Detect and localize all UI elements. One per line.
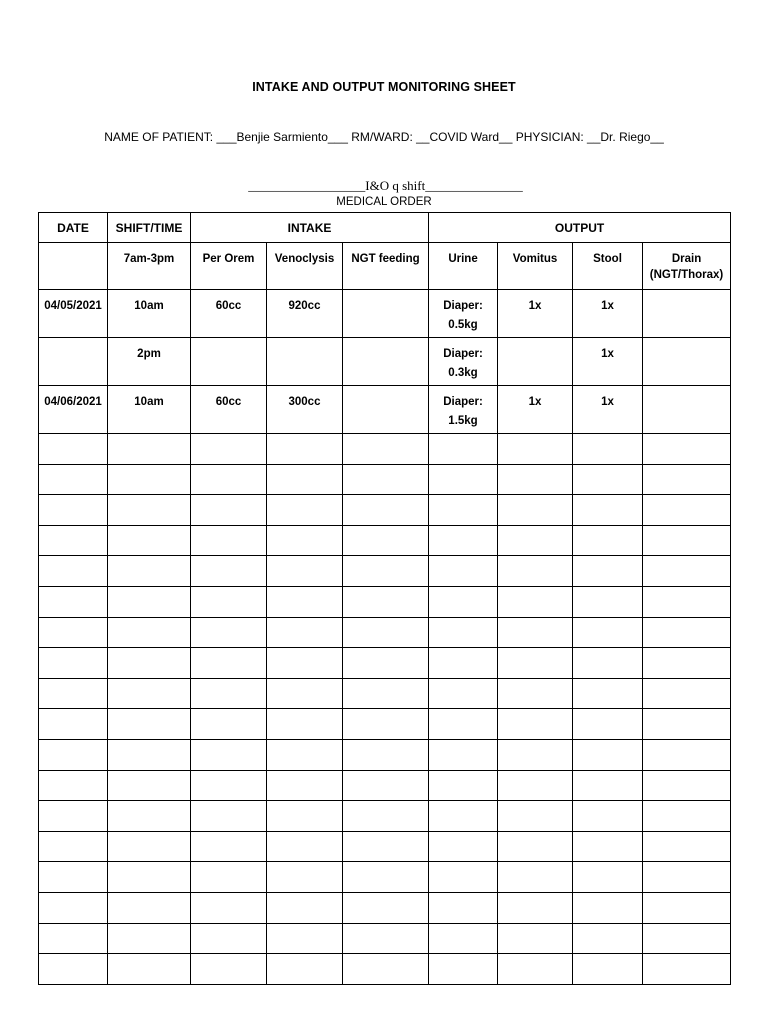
blank-cell: [573, 709, 643, 740]
time-cell: 10am: [108, 386, 191, 434]
intake-header: INTAKE: [191, 213, 429, 243]
blank-table-row: [39, 495, 731, 526]
blank-cell: [573, 648, 643, 679]
blank-cell: [191, 831, 267, 862]
blank-cell: [498, 831, 573, 862]
blank-cell: [267, 434, 343, 465]
blank-cell: [643, 954, 731, 985]
blank-cell: [429, 556, 498, 587]
blank-cell: [267, 464, 343, 495]
blank-cell: [429, 434, 498, 465]
blank-cell: [267, 586, 343, 617]
blank-cell: [191, 862, 267, 893]
blank-cell: [429, 617, 498, 648]
blank-cell: [643, 862, 731, 893]
blank-cell: [108, 801, 191, 832]
blank-cell: [267, 525, 343, 556]
table-row: [39, 338, 731, 386]
blank-cell: [343, 923, 429, 954]
blank-cell: [267, 495, 343, 526]
blank-cell: [643, 709, 731, 740]
blank-cell: [343, 709, 429, 740]
urine-cell: Diaper: 0.5kg: [429, 290, 498, 338]
blank-cell: [343, 648, 429, 679]
blank-cell: [498, 709, 573, 740]
blank-cell: [108, 556, 191, 587]
blank-cell: [498, 586, 573, 617]
blank-cell: [498, 678, 573, 709]
blank-cell: [39, 892, 108, 923]
blank-cell: [429, 648, 498, 679]
blank-cell: [191, 770, 267, 801]
blank-cell: [429, 586, 498, 617]
table-subheader-row: [39, 243, 731, 290]
blank-table-row: [39, 892, 731, 923]
blank-cell: [39, 954, 108, 985]
blank-cell: [39, 525, 108, 556]
blank-cell: [267, 678, 343, 709]
table-row: [39, 290, 731, 338]
blank-cell: [108, 678, 191, 709]
shift-time-header: SHIFT/TIME: [108, 213, 191, 243]
drain-header: Drain (NGT/Thorax): [643, 243, 731, 290]
blank-cell: [39, 739, 108, 770]
vomitus-cell: [498, 338, 573, 386]
blank-cell: [429, 954, 498, 985]
blank-cell: [343, 495, 429, 526]
blank-cell: [191, 617, 267, 648]
table-row: [39, 386, 731, 434]
blank-table-row: [39, 709, 731, 740]
medical-order-text: __________________I&O q shift_______________: [248, 178, 523, 193]
blank-cell: [643, 648, 731, 679]
blank-cell: [643, 464, 731, 495]
blank-cell: [191, 464, 267, 495]
blank-cell: [429, 525, 498, 556]
blank-cell: [498, 495, 573, 526]
blank-cell: [429, 801, 498, 832]
blank-cell: [573, 954, 643, 985]
blank-cell: [498, 923, 573, 954]
blank-cell: [267, 709, 343, 740]
blank-cell: [191, 434, 267, 465]
blank-cell: [343, 525, 429, 556]
blank-cell: [108, 862, 191, 893]
blank-cell: [39, 831, 108, 862]
medical-order-label: MEDICAL ORDER: [336, 196, 432, 208]
blank-cell: [643, 586, 731, 617]
blank-table-row: [39, 739, 731, 770]
date-cell: 04/05/2021: [39, 290, 108, 338]
blank-cell: [191, 556, 267, 587]
time-cell: 2pm: [108, 338, 191, 386]
blank-cell: [108, 739, 191, 770]
blank-cell: [573, 617, 643, 648]
blank-cell: [643, 770, 731, 801]
blank-cell: [343, 556, 429, 587]
vomitus-cell: 1x: [498, 290, 573, 338]
per-orem-cell: 60cc: [191, 386, 267, 434]
blank-cell: [343, 617, 429, 648]
blank-table-row: [39, 556, 731, 587]
blank-cell: [498, 739, 573, 770]
blank-cell: [643, 923, 731, 954]
blank-cell: [267, 556, 343, 587]
blank-cell: [108, 954, 191, 985]
blank-cell: [39, 648, 108, 679]
blank-cell: [343, 678, 429, 709]
blank-cell: [573, 464, 643, 495]
blank-cell: [343, 892, 429, 923]
venoclysis-cell: [267, 338, 343, 386]
blank-cell: [343, 831, 429, 862]
blank-cell: [108, 923, 191, 954]
blank-cell: [39, 586, 108, 617]
patient-info-line: NAME OF PATIENT: ___Benjie Sarmiento___ RM/WARD: __COVID Ward__ PHYSICIAN: __Dr. Riego__: [104, 130, 664, 144]
drain-cell: [643, 338, 731, 386]
blank-cell: [429, 709, 498, 740]
blank-cell: [643, 831, 731, 862]
blank-cell: [643, 556, 731, 587]
vomitus-header: Vomitus: [498, 243, 573, 290]
blank-cell: [108, 709, 191, 740]
blank-cell: [498, 434, 573, 465]
blank-cell: [191, 892, 267, 923]
blank-table-row: [39, 678, 731, 709]
blank-cell: [39, 556, 108, 587]
blank-cell: [108, 495, 191, 526]
blank-cell: [39, 709, 108, 740]
blank-table-row: [39, 801, 731, 832]
blank-cell: [343, 862, 429, 893]
blank-table-row: [39, 617, 731, 648]
blank-cell: [343, 464, 429, 495]
blank-cell: [191, 801, 267, 832]
urine-cell: Diaper: 0.3kg: [429, 338, 498, 386]
blank-cell: [267, 954, 343, 985]
blank-table-row: [39, 648, 731, 679]
blank-cell: [191, 525, 267, 556]
blank-cell: [343, 801, 429, 832]
blank-cell: [573, 831, 643, 862]
blank-cell: [108, 525, 191, 556]
blank-cell: [573, 586, 643, 617]
blank-cell: [343, 770, 429, 801]
ngt-feeding-cell: [343, 290, 429, 338]
blank-cell: [108, 831, 191, 862]
blank-cell: [191, 709, 267, 740]
blank-cell: [267, 831, 343, 862]
blank-cell: [343, 954, 429, 985]
blank-cell: [643, 678, 731, 709]
venoclysis-cell: 920cc: [267, 290, 343, 338]
blank-cell: [573, 434, 643, 465]
blank-cell: [573, 801, 643, 832]
blank-cell: [39, 770, 108, 801]
blank-cell: [573, 923, 643, 954]
blank-cell: [429, 739, 498, 770]
blank-cell: [498, 801, 573, 832]
sheet-title: INTAKE AND OUTPUT MONITORING SHEET: [252, 80, 516, 94]
blank-cell: [191, 954, 267, 985]
blank-cell: [343, 434, 429, 465]
stool-cell: 1x: [573, 290, 643, 338]
blank-cell: [643, 739, 731, 770]
blank-table-row: [39, 586, 731, 617]
blank-cell: [573, 862, 643, 893]
blank-cell: [429, 831, 498, 862]
blank-cell: [429, 923, 498, 954]
blank-cell: [643, 434, 731, 465]
blank-cell: [267, 892, 343, 923]
blank-cell: [643, 892, 731, 923]
date-cell: 04/06/2021: [39, 386, 108, 434]
blank-cell: [573, 739, 643, 770]
blank-cell: [267, 801, 343, 832]
time-cell: 10am: [108, 290, 191, 338]
per-orem-cell: 60cc: [191, 290, 267, 338]
per-orem-cell: [191, 338, 267, 386]
urine-cell: Diaper: 1.5kg: [429, 386, 498, 434]
blank-cell: [267, 648, 343, 679]
blank-table-row: [39, 862, 731, 893]
venoclysis-header: Venoclysis: [267, 243, 343, 290]
blank-cell: [573, 556, 643, 587]
table-header-row: [39, 213, 731, 243]
blank-cell: [498, 862, 573, 893]
blank-cell: [429, 464, 498, 495]
blank-cell: [573, 525, 643, 556]
ngt-feeding-header: NGT feeding: [343, 243, 429, 290]
blank-cell: [429, 892, 498, 923]
blank-cell: [108, 617, 191, 648]
blank-cell: [39, 617, 108, 648]
blank-cell: [191, 678, 267, 709]
blank-table-row: [39, 434, 731, 465]
shift-label: 7am-3pm: [108, 243, 191, 290]
blank-cell: [573, 678, 643, 709]
blank-cell: [267, 923, 343, 954]
blank-cell: [108, 464, 191, 495]
blank-cell: [39, 495, 108, 526]
blank-cell: [39, 678, 108, 709]
blank-cell: [108, 892, 191, 923]
blank-cell: [267, 739, 343, 770]
blank-cell: [573, 495, 643, 526]
blank-table-row: [39, 464, 731, 495]
blank-cell: [498, 617, 573, 648]
blank-table-row: [39, 831, 731, 862]
blank-cell: [191, 586, 267, 617]
blank-cell: [39, 923, 108, 954]
blank-cell: [429, 770, 498, 801]
blank-cell: [643, 617, 731, 648]
blank-cell: [429, 678, 498, 709]
blank-cell: [643, 801, 731, 832]
blank-cell: [498, 464, 573, 495]
ngt-feeding-cell: [343, 338, 429, 386]
output-header: OUTPUT: [429, 213, 731, 243]
venoclysis-cell: 300cc: [267, 386, 343, 434]
ngt-feeding-cell: [343, 386, 429, 434]
blank-cell: [643, 525, 731, 556]
drain-cell: [643, 290, 731, 338]
vomitus-cell: 1x: [498, 386, 573, 434]
blank-cell: [191, 495, 267, 526]
date-header: DATE: [39, 213, 108, 243]
blank-cell: [429, 862, 498, 893]
blank-table-row: [39, 770, 731, 801]
intake-output-table: [38, 212, 731, 985]
blank-cell: [267, 617, 343, 648]
blank-cell: [191, 739, 267, 770]
blank-cell: [643, 495, 731, 526]
blank-cell: [498, 525, 573, 556]
subheader-empty-cell: [39, 243, 108, 290]
blank-cell: [39, 862, 108, 893]
blank-cell: [498, 556, 573, 587]
blank-cell: [498, 892, 573, 923]
urine-header: Urine: [429, 243, 498, 290]
blank-cell: [573, 770, 643, 801]
blank-table-row: [39, 954, 731, 985]
blank-cell: [39, 464, 108, 495]
drain-cell: [643, 386, 731, 434]
stool-cell: 1x: [573, 386, 643, 434]
blank-cell: [573, 892, 643, 923]
blank-cell: [498, 648, 573, 679]
date-cell: [39, 338, 108, 386]
blank-cell: [429, 495, 498, 526]
blank-cell: [108, 770, 191, 801]
blank-cell: [343, 586, 429, 617]
blank-table-row: [39, 923, 731, 954]
stool-cell: 1x: [573, 338, 643, 386]
blank-cell: [267, 770, 343, 801]
blank-cell: [39, 434, 108, 465]
blank-cell: [498, 954, 573, 985]
blank-cell: [39, 801, 108, 832]
blank-cell: [498, 770, 573, 801]
blank-cell: [343, 739, 429, 770]
stool-header: Stool: [573, 243, 643, 290]
blank-cell: [191, 923, 267, 954]
blank-cell: [108, 648, 191, 679]
per-orem-header: Per Orem: [191, 243, 267, 290]
blank-cell: [108, 434, 191, 465]
blank-cell: [108, 586, 191, 617]
blank-cell: [191, 648, 267, 679]
blank-table-row: [39, 525, 731, 556]
blank-cell: [267, 862, 343, 893]
